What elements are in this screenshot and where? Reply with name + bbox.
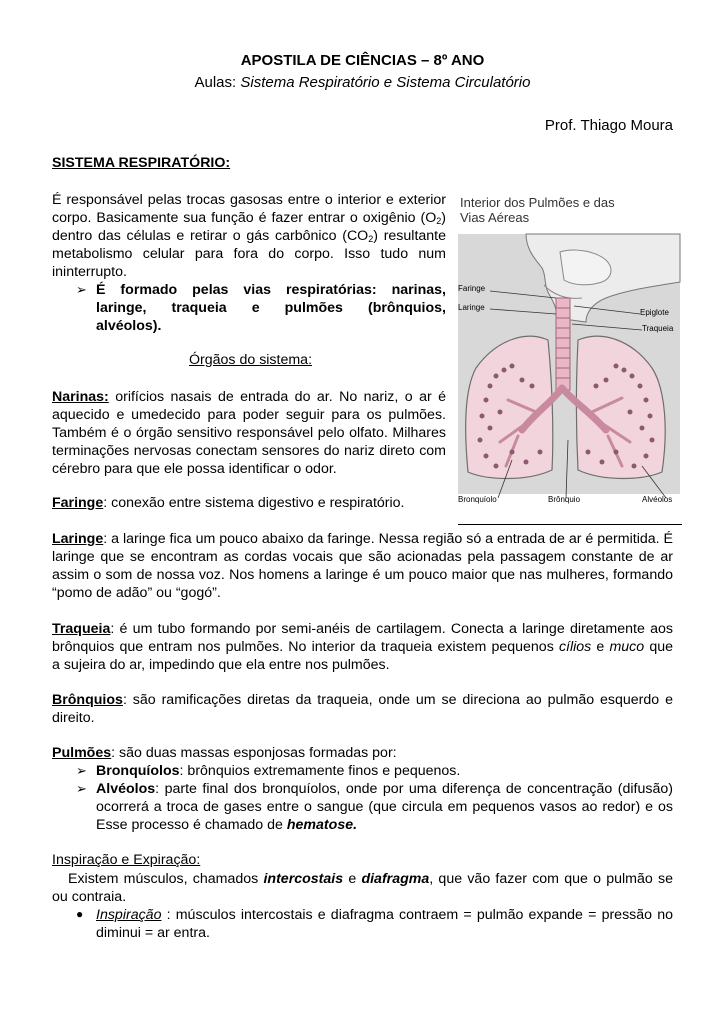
- respiratory-diagram: [456, 190, 682, 510]
- inspiracao-item: [96, 906, 673, 942]
- alveolos-text: : parte final dos bronquíolos, onde por uma diferença de concentração (difusão): [155, 781, 673, 797]
- narinas-line: [52, 388, 446, 406]
- traqueia-text: : é um tubo formando por semi-anéis de cartilagem. Conecta a laringe diretamente aos: [110, 621, 673, 637]
- traqueia-text: e: [591, 639, 610, 655]
- term-alveolos: Alvéolos: [96, 781, 156, 797]
- label-laringe: Laringe: [458, 303, 485, 312]
- section-heading: SISTEMA RESPIRATÓRIO:: [52, 155, 231, 171]
- term-traqueia: Traqueia: [52, 621, 111, 637]
- inspiracao-text: Existem músculos, chamados: [68, 871, 264, 887]
- bronquiolos-item: [96, 762, 673, 780]
- term-narinas: Narinas:: [52, 389, 109, 405]
- label-bronquiolo: Bronquíolo: [458, 495, 497, 504]
- term-inspiracao: Inspiração: [96, 907, 162, 923]
- diagram-title-line: Vias Aéreas: [460, 210, 530, 225]
- narinas-paragraph: [52, 388, 446, 478]
- arrow-bullet-icon: ➢: [76, 282, 87, 297]
- vias-line: laringe, traqueia e pulmões (brônquios,: [96, 300, 446, 316]
- term-muco: muco: [609, 639, 645, 655]
- laringe-line: laringe que se encontram as cordas vocais que são acionadas pela passagem constante de ar: [52, 549, 673, 565]
- diagram-title: [460, 195, 615, 225]
- term-faringe: Faringe: [52, 495, 104, 511]
- diagram-divider: [458, 524, 682, 525]
- orgaos-heading: Órgãos do sistema:: [189, 352, 313, 368]
- author-name: Prof. Thiago Moura: [544, 117, 673, 134]
- vias-line: alvéolos).: [96, 318, 162, 334]
- intro-paragraph: [52, 191, 446, 281]
- laringe-line: assim o som de nossa voz. Nos homens a laringe é um pouco maior que nas mulheres, formando: [52, 567, 673, 583]
- label-alveolos: Alvéolos: [642, 495, 673, 504]
- bronquios-paragraph: [52, 691, 673, 727]
- intro-text: corpo. Basicamente sua função é fazer entrar o oxigênio (O: [52, 210, 437, 226]
- trachea-shape: [556, 298, 570, 390]
- bronquiolos-text: : brônquios extremamente finos e pequenos.: [179, 763, 461, 779]
- traqueia-line: [52, 638, 673, 656]
- label-bronquio: Brônquio: [548, 495, 581, 504]
- diagram-title-line: Interior dos Pulmões e das: [460, 195, 615, 210]
- term-laringe: Laringe: [52, 531, 104, 547]
- faringe-text: : conexão entre sistema digestivo e respiratório.: [103, 495, 405, 511]
- subtitle-prefix: Aulas:: [194, 74, 237, 91]
- laringe-text: : a laringe fica um pouco abaixo da faringe. Nessa região só a entrada de ar é permitida. É: [103, 531, 673, 547]
- traqueia-text: brônquios que entram nos pulmões. No interior da traqueia existem pequenos: [52, 639, 554, 655]
- intro-line: metabolismo celular para fora do corpo. Isso tudo num: [52, 246, 446, 262]
- term-intercostais: intercostais: [263, 871, 344, 887]
- intro-text: dentro das células e retirar o gás carbônico (CO: [52, 228, 369, 244]
- pulmoes-text: : são duas massas esponjosas formadas por:: [111, 745, 397, 761]
- vias-list: [96, 281, 446, 335]
- inspiracao-paragraph: [52, 870, 673, 906]
- bronquios-line: [52, 691, 673, 709]
- alveolos-line: ocorrerá a troca de gases entre o sangue (que circula em pequenos vasos ao redor) e os: [96, 799, 673, 815]
- arrow-bullet-icon: ➢: [76, 763, 87, 778]
- intro-text: ) resultante: [373, 228, 446, 244]
- inspiracao-line: ou contraia.: [52, 889, 127, 905]
- inspiracao-heading: Inspiração e Expiração:: [52, 852, 201, 868]
- page-subtitle: [0, 74, 725, 91]
- intro-line: É responsável pelas trocas gasosas entre o interior e exterior: [52, 192, 446, 208]
- dot-bullet-icon: ●: [76, 907, 84, 921]
- arrow-bullet-icon: ➢: [76, 781, 87, 796]
- inspiracao-item-line: diminui = ar entra.: [96, 925, 210, 941]
- term-diafragma: diafragma: [361, 871, 430, 887]
- subscript: 2: [436, 216, 442, 226]
- inspiracao-item-text: : músculos intercostais e diafragma contraem = pulmão expande = pressão no: [166, 907, 673, 923]
- respiratory-diagram-svg: [456, 190, 682, 510]
- term-bronquios: Brônquios: [52, 692, 123, 708]
- traqueia-text: que: [649, 639, 673, 655]
- alveolos-line: [96, 780, 673, 798]
- label-faringe: Faringe: [458, 284, 486, 293]
- inspiracao-line: [52, 870, 673, 888]
- alveolos-text: Esse processo é chamado de: [96, 817, 283, 833]
- term-hematose: hematose.: [286, 817, 358, 833]
- inspiracao-text: e: [343, 871, 362, 887]
- bronquios-text: : são ramificações diretas da traqueia, onde um se direciona ao pulmão esquerdo e: [122, 692, 673, 708]
- term-pulmoes: Pulmões: [52, 745, 112, 761]
- intro-line: ininterrupto.: [52, 264, 127, 280]
- alveolos-item: [96, 780, 673, 834]
- subtitle-topic: Sistema Respiratório e Sistema Circulatório: [240, 74, 531, 91]
- narinas-line: terminações nervosas conectam sensores do nariz direto com: [52, 443, 446, 459]
- pulmoes-paragraph: [52, 744, 673, 762]
- narinas-line: aquecido e umedecido para poder seguir para os pulmões.: [52, 407, 446, 423]
- label-epiglote: Epiglote: [640, 308, 669, 317]
- term-cilios: cílios: [558, 639, 592, 655]
- laringe-line: “pomo de adão” ou “gogó”.: [52, 585, 221, 601]
- narinas-text: orifícios nasais de entrada do ar. No nariz, o ar é: [115, 389, 446, 405]
- inspiracao-text: , que vão fazer com que o pulmão se: [429, 871, 673, 887]
- laringe-paragraph: [52, 530, 673, 602]
- narinas-line: Também é o órgão sensitivo responsável pelo olfato. Milhares: [52, 425, 446, 441]
- intro-text: ): [441, 210, 446, 226]
- intro-line: [52, 209, 446, 227]
- traqueia-paragraph: [52, 620, 673, 674]
- narinas-line: cérebro para que ele possa identificar o odor.: [52, 461, 337, 477]
- term-bronquiolos: Bronquíolos: [96, 763, 180, 779]
- page-title: APOSTILA DE CIÊNCIAS – 8º ANO: [240, 52, 485, 69]
- inspiracao-item-line: [96, 906, 673, 924]
- label-traqueia: Traqueia: [642, 324, 674, 333]
- faringe-paragraph: [52, 494, 446, 512]
- intro-line: [52, 227, 446, 245]
- traqueia-line: [52, 620, 673, 638]
- traqueia-line: a sujeira do ar, impedindo que ela entre nos pulmões.: [52, 657, 390, 673]
- vias-line: É formado pelas vias respiratórias: narinas,: [96, 282, 446, 298]
- subscript: 2: [368, 234, 374, 244]
- laringe-line: [52, 530, 673, 548]
- bronquios-line: direito.: [52, 710, 95, 726]
